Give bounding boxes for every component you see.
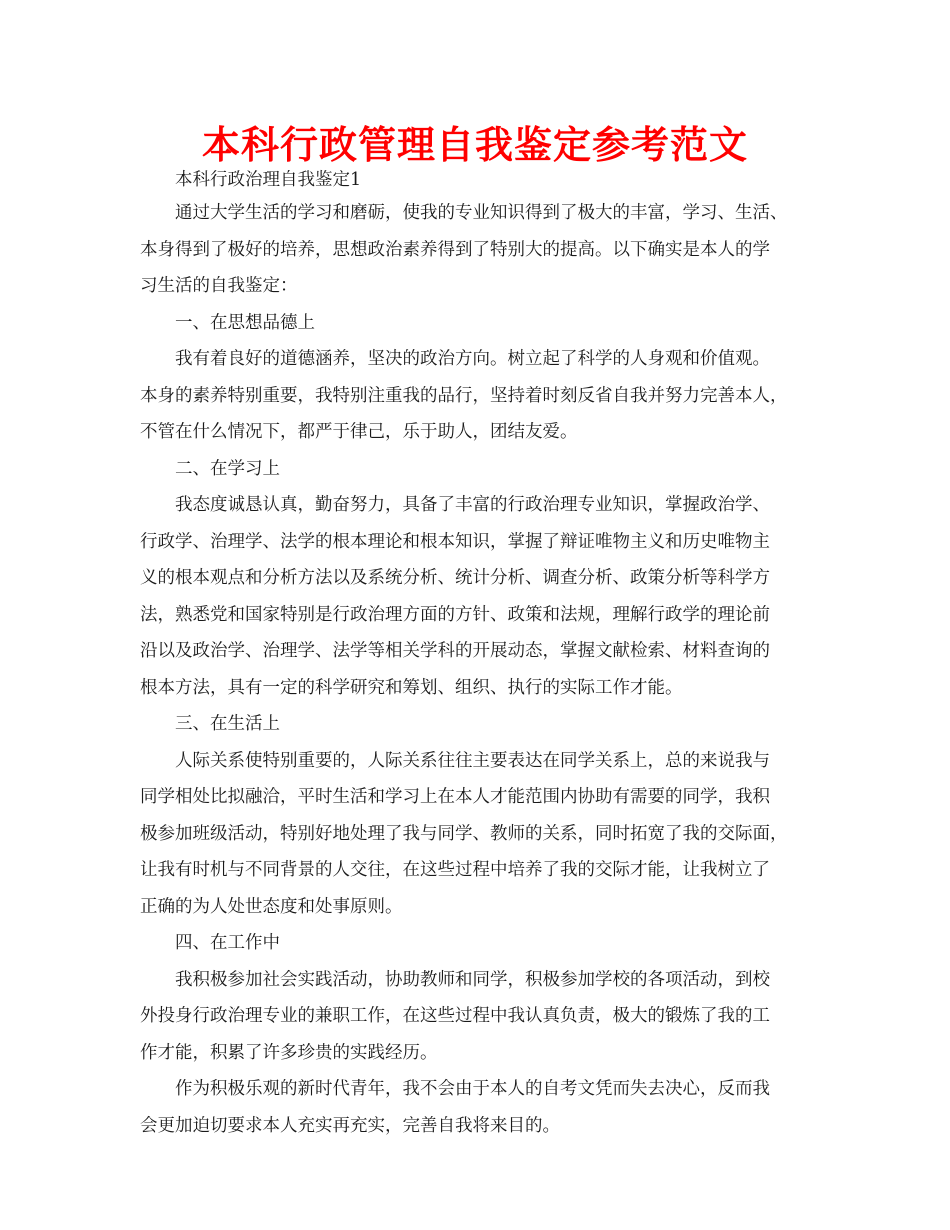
paragraph-line: 法，熟悉党和国家特别是行政治理方面的方针、政策和法规，理解行政学的理论前 xyxy=(140,604,770,625)
subtitle: 本科行政治理自我鉴定1 xyxy=(175,170,362,190)
paragraph-line: 作才能，积累了许多珍贵的实践经历。 xyxy=(140,1042,438,1063)
paragraph-line: 正确的为人处世态度和处事原则。 xyxy=(140,896,403,917)
paragraph-line: 通过大学生活的学习和磨砺，使我的专业知识得到了极大的丰富，学习、生活、 xyxy=(175,203,788,223)
paragraph xyxy=(140,341,830,451)
paragraph-list xyxy=(140,195,830,1144)
paragraph-line: 四、在工作中 xyxy=(175,933,280,953)
paragraph-line: 义的根本观点和分析方法以及系统分析、统计分析、调查分析、政策分析等科学方 xyxy=(140,568,770,588)
paragraph-line: 人际关系使特别重要的，人际关系往往主要表达在同学关系上，总的来说我与 xyxy=(175,750,770,771)
paragraph-line: 极参加班级活动，特别好地处理了我与同学、教师的关系，同时拓宽了我的交际面， xyxy=(140,823,788,844)
paragraph-line: 行政学、治理学、法学的根本理论和根本知识，掌握了辩证唯物主义和历史唯物主 xyxy=(140,531,770,552)
paragraph-line: 外投身行政治理专业的兼职工作，在这些过程中我认真负责，极大的锻炼了我的工 xyxy=(140,1006,770,1026)
paragraph-line: 我态度诚恳认真，勤奋努力，具备了丰富的行政治理专业知识，掌握政治学、 xyxy=(175,495,770,515)
paragraph-line: 我积极参加社会实践活动，协助教师和同学，积极参加学校的各项活动，到校 xyxy=(175,969,770,990)
paragraph xyxy=(140,1071,830,1144)
paragraph-line: 三、在生活上 xyxy=(175,714,280,734)
paragraph-line: 本身得到了极好的培养，思想政治素养得到了特别大的提高。以下确实是本人的学 xyxy=(140,239,770,260)
paragraph-line: 同学相处比拟融洽，平时生活和学习上在本人才能范围内协助有需要的同学，我积 xyxy=(140,787,770,807)
paragraph-line: 一、在思想品德上 xyxy=(175,312,315,333)
paragraph xyxy=(140,706,830,743)
paragraph-line: 我有着良好的道德涵养，坚决的政治方向。树立起了科学的人身观和价值观。 xyxy=(175,349,770,369)
subtitle-paragraph xyxy=(140,165,830,195)
paragraph-line: 习生活的自我鉴定： xyxy=(140,276,298,296)
paragraph xyxy=(140,451,830,488)
paragraph-line: 二、在学习上 xyxy=(175,458,280,479)
paragraph xyxy=(140,195,830,305)
paragraph xyxy=(140,305,830,342)
paragraph-line: 本身的素养特别重要，我特别注重我的品行，坚持着时刻反省自我并努力完善本人， xyxy=(140,385,788,406)
paragraph-line: 让我有时机与不同背景的人交往，在这些过程中培养了我的交际才能，让我树立了 xyxy=(140,860,770,880)
paragraph-line: 会更加迫切要求本人充实再充实，完善自我将来目的。 xyxy=(140,1115,560,1136)
paragraph xyxy=(140,962,830,1072)
paragraph-line: 根本方法，具有一定的科学研究和筹划、组织、执行的实际工作才能。 xyxy=(140,677,683,698)
paragraph xyxy=(140,925,830,962)
paragraph xyxy=(140,487,830,706)
paragraph-line: 不管在什么情况下，都严于律己，乐于助人，团结友爱。 xyxy=(140,422,578,442)
paragraph-line: 作为积极乐观的新时代青年，我不会由于本人的自考文凭而失去决心，反而我 xyxy=(175,1079,770,1099)
document-title: 本科行政管理自我鉴定参考范文 xyxy=(201,123,748,167)
paragraph-line: 沿以及政治学、治理学、法学等相关学科的开展动态，掌握文献检索、材料查询的 xyxy=(140,641,770,661)
paragraph xyxy=(140,743,830,926)
document-body xyxy=(140,165,830,1144)
